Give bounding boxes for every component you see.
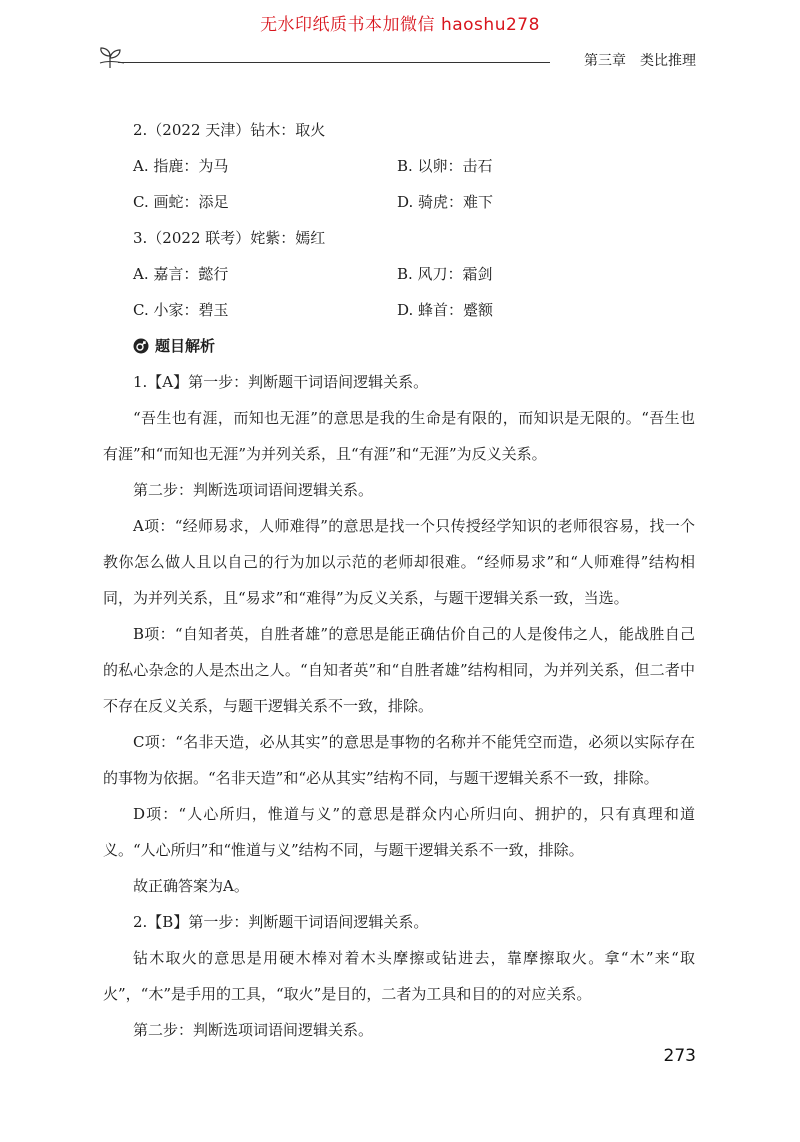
page-number: 273 [663,1046,696,1066]
option-d: D. 骑虎：难下 [397,193,494,211]
analysis-line: 第二步：判断选项词语间逻辑关系。 [133,481,374,499]
option-a: A. 指鹿：为马 [133,157,229,175]
page-content [103,112,695,1048]
analysis-paragraph: C项：“名非天造，必从其实”的意思是事物的名称并不能凭空而造，必须以实际存在的事物为依据。“名非天造”和“必从其实”结构不同，与题干逻辑关系不一致，排除。 [103,733,695,787]
page-header [98,46,700,70]
analysis-line: 故正确答案为A。 [133,877,249,895]
leaf-icon [98,46,124,70]
analysis-paragraph: “吾生也有涯，而知也无涯”的意思是我的生命是有限的，而知识是无限的。“吾生也有涯”和“而知也无涯”为并列关系，且“有涯”和“无涯”为反义关系。 [103,409,695,463]
analysis-heading [133,328,695,364]
analysis-paragraph: 钻木取火的意思是用硬木棒对着木头摩擦或钻进去，靠摩擦取火。拿“木”来“取火”，“木”是手用的工具，“取火”是目的，二者为工具和目的的对应关系。 [103,949,695,1003]
analysis-line: 1.【A】第一步：判断题干词语间逻辑关系。 [133,373,429,391]
question-stem: 3.（2022 联考）姹紫：嫣红 [133,229,326,247]
analysis-line: 第二步：判断选项词语间逻辑关系。 [133,1021,374,1039]
option-row [133,184,695,220]
header-divider [118,62,550,63]
analysis-line: 2.【B】第一步：判断题干词语间逻辑关系。 [133,913,429,931]
analysis-icon [133,338,149,354]
option-row [133,256,695,292]
analysis-paragraph: A项：“经师易求，人师难得”的意思是找一个只传授经学知识的老师很容易，找一个教你怎么做人且以自己的行为加以示范的老师却很难。“经师易求”和“人师难得”结构相同，为并列关系，且“易求”和“难得”为反义关系，与题干逻辑关系一致，当选。 [103,517,695,607]
option-row [133,148,695,184]
question-stem: 2.（2022 天津）钻木：取火 [133,121,326,139]
chapter-label [570,50,696,70]
option-c: C. 小家：碧玉 [133,301,229,319]
chapter-number: 第三章 [584,53,626,69]
analysis-title: 题目解析 [155,337,216,355]
analysis-paragraph: D项：“人心所归，惟道与义”的意思是群众内心所归向、拥护的，只有真理和道义。“人心所归”和“惟道与义”结构不同，与题干逻辑关系不一致，排除。 [103,805,695,859]
option-row [133,292,695,328]
watermark-text: 无水印纸质书本加微信 haoshu278 [260,15,540,35]
chapter-title: 类比推理 [640,53,696,69]
option-b: B. 风刀：霜剑 [397,265,493,283]
option-d: D. 蜂首：蹙额 [397,301,494,319]
analysis-paragraph: B项：“自知者英，自胜者雄”的意思是能正确估价自己的人是俊伟之人，能战胜自己的私心杂念的人是杰出之人。“自知者英”和“自胜者雄”结构相同，为并列关系，但二者中不存在反义关系，与题干逻辑关系不一致，排除。 [103,625,695,715]
option-a: A. 嘉言：懿行 [133,265,229,283]
option-b: B. 以卵：击石 [397,157,493,175]
option-c: C. 画蛇：添足 [133,193,229,211]
